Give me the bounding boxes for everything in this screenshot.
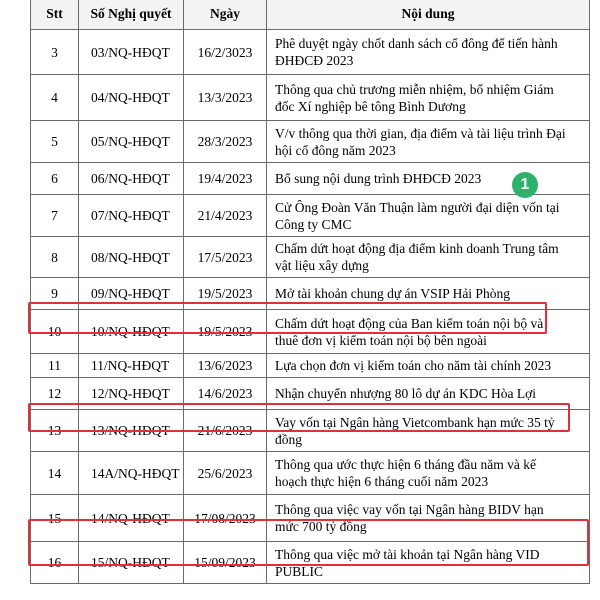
cell-stt: 10 — [31, 310, 79, 354]
cell-so-nghi-quyet: 05/NQ-HĐQT — [79, 121, 184, 163]
cell-ngay: 15/09/2023 — [184, 542, 267, 584]
header-noi-dung: Nội dung — [267, 0, 590, 30]
cell-stt: 16 — [31, 542, 79, 584]
cell-stt: 3 — [31, 30, 79, 75]
cell-stt: 13 — [31, 410, 79, 452]
cell-ngay: 14/6/2023 — [184, 378, 267, 410]
cell-ngay: 19/4/2023 — [184, 163, 267, 195]
noi-dung-line: Nhận chuyển nhượng 80 lô dự án KDC Hòa Lợi — [275, 386, 536, 401]
cell-so-nghi-quyet: 07/NQ-HĐQT — [79, 195, 184, 237]
cell-so-nghi-quyet: 06/NQ-HĐQT — [79, 163, 184, 195]
cell-so-nghi-quyet: 11/NQ-HĐQT — [79, 354, 184, 378]
cell-ngay: 17/5/2023 — [184, 237, 267, 278]
cell-ngay: 21/6/2023 — [184, 410, 267, 452]
cell-stt: 5 — [31, 121, 79, 163]
cell-so-nghi-quyet: 14/NQ-HĐQT — [79, 495, 184, 542]
cell-stt: 11 — [31, 354, 79, 378]
table-row — [31, 310, 590, 354]
noi-dung-line: mức 700 tỷ đồng — [275, 519, 367, 534]
noi-dung-line: Cử Ông Đoàn Văn Thuận làm người đại diện vốn tại — [275, 199, 560, 215]
table-row — [31, 378, 590, 410]
noi-dung-line: ĐHĐCĐ 2023 — [275, 53, 354, 68]
cell-stt: 14 — [31, 452, 79, 495]
noi-dung-line: Vay vốn tại Ngân hàng Vietcombank hạn mức 35 tỷ — [275, 414, 555, 430]
cell-ngay: 21/4/2023 — [184, 195, 267, 237]
cell-noi-dung — [267, 452, 590, 495]
cell-ngay: 19/5/2023 — [184, 278, 267, 310]
noi-dung-line: PUBLIC — [275, 563, 324, 579]
cell-so-nghi-quyet: 13/NQ-HĐQT — [79, 410, 184, 452]
cell-ngay: 17/08/2023 — [184, 495, 267, 542]
noi-dung-line: Công ty CMC — [275, 216, 352, 232]
header-ngay: Ngày — [184, 0, 267, 30]
cell-noi-dung — [267, 310, 590, 354]
cell-ngay: 19/5/2023 — [184, 310, 267, 354]
cell-ngay: 16/2/3023 — [184, 30, 267, 75]
table-row — [31, 195, 590, 237]
table-row — [31, 237, 590, 278]
noi-dung-line: Thông qua việc vay vốn tại Ngân hàng BIDV hạn — [275, 502, 544, 517]
noi-dung-line: Phê duyệt ngày chốt danh sách cổ đông để tiến hành — [275, 36, 558, 51]
cell-so-nghi-quyet: 04/NQ-HĐQT — [79, 75, 184, 121]
table-header-row — [31, 0, 590, 30]
table-row — [31, 495, 590, 542]
cell-ngay: 28/3/2023 — [184, 121, 267, 163]
cell-noi-dung — [267, 354, 590, 378]
noi-dung-line: hoạch thực hiện 6 tháng cuối năm 2023 — [275, 474, 489, 489]
cell-ngay: 13/3/2023 — [184, 75, 267, 121]
cell-noi-dung — [267, 75, 590, 121]
noi-dung-line: đốc Xí nghiệp bê tông Bình Dương — [275, 98, 466, 114]
cell-stt: 12 — [31, 378, 79, 410]
cell-noi-dung — [267, 237, 590, 278]
cell-noi-dung — [267, 378, 590, 410]
noi-dung-line: V/v thông qua thời gian, địa điểm và tài liệu trình Đại — [275, 125, 566, 141]
table-row — [31, 542, 590, 584]
noi-dung-line: Chấm dứt hoạt động của Ban kiểm toán nội bộ và — [275, 315, 544, 331]
noi-dung-line: đồng — [275, 431, 302, 447]
cell-so-nghi-quyet: 09/NQ-HĐQT — [79, 278, 184, 310]
cell-noi-dung — [267, 542, 590, 584]
cell-noi-dung — [267, 163, 590, 195]
header-so-nghi-quyet: Số Nghị quyết — [79, 0, 184, 30]
cell-noi-dung — [267, 121, 590, 163]
cell-stt: 7 — [31, 195, 79, 237]
table-body — [31, 30, 590, 584]
noi-dung-line: Thông qua ước thực hiện 6 tháng đầu năm và kế — [275, 457, 536, 472]
table-row — [31, 410, 590, 452]
table-row — [31, 30, 590, 75]
cell-stt: 9 — [31, 278, 79, 310]
noi-dung-line: Mở tài khoản chung dự án VSIP Hải Phòng — [275, 286, 510, 301]
table-row — [31, 163, 590, 195]
cell-noi-dung — [267, 30, 590, 75]
table-row — [31, 121, 590, 163]
cell-so-nghi-quyet: 14A/NQ-HĐQT — [79, 452, 184, 495]
table-row — [31, 278, 590, 310]
annotation-badge: 1 — [512, 172, 538, 198]
noi-dung-line: Bổ sung nội dung trình ĐHĐCĐ 2023 — [275, 171, 482, 186]
table-row — [31, 75, 590, 121]
cell-so-nghi-quyet: 12/NQ-HĐQT — [79, 378, 184, 410]
cell-so-nghi-quyet: 15/NQ-HĐQT — [79, 542, 184, 584]
cell-so-nghi-quyet: 10/NQ-HĐQT — [79, 310, 184, 354]
noi-dung-line: Chấm dứt hoạt động địa điểm kinh doanh Trung tâm — [275, 241, 559, 256]
noi-dung-line: Lựa chọn đơn vị kiểm toán cho năm tài chính 2023 — [275, 358, 552, 373]
noi-dung-line: hội cổ đông năm 2023 — [275, 142, 396, 158]
resolution-table — [30, 0, 590, 584]
cell-noi-dung — [267, 278, 590, 310]
noi-dung-line: thuê đơn vị kiểm toán nội bộ bên ngoài — [275, 332, 487, 348]
cell-ngay: 25/6/2023 — [184, 452, 267, 495]
cell-noi-dung — [267, 195, 590, 237]
cell-so-nghi-quyet: 08/NQ-HĐQT — [79, 237, 184, 278]
table-row — [31, 354, 590, 378]
cell-stt: 8 — [31, 237, 79, 278]
noi-dung-line: Thông qua việc mở tài khoản tại Ngân hàng VID — [275, 546, 540, 562]
header-stt: Stt — [31, 0, 79, 30]
noi-dung-line: Thông qua chủ trương miễn nhiệm, bổ nhiệm Giám — [275, 81, 554, 97]
cell-stt: 6 — [31, 163, 79, 195]
cell-stt: 4 — [31, 75, 79, 121]
table-row — [31, 452, 590, 495]
cell-so-nghi-quyet: 03/NQ-HĐQT — [79, 30, 184, 75]
cell-ngay: 13/6/2023 — [184, 354, 267, 378]
cell-noi-dung — [267, 495, 590, 542]
cell-noi-dung — [267, 410, 590, 452]
cell-stt: 15 — [31, 495, 79, 542]
noi-dung-line: vật liệu xây dựng — [275, 258, 369, 273]
